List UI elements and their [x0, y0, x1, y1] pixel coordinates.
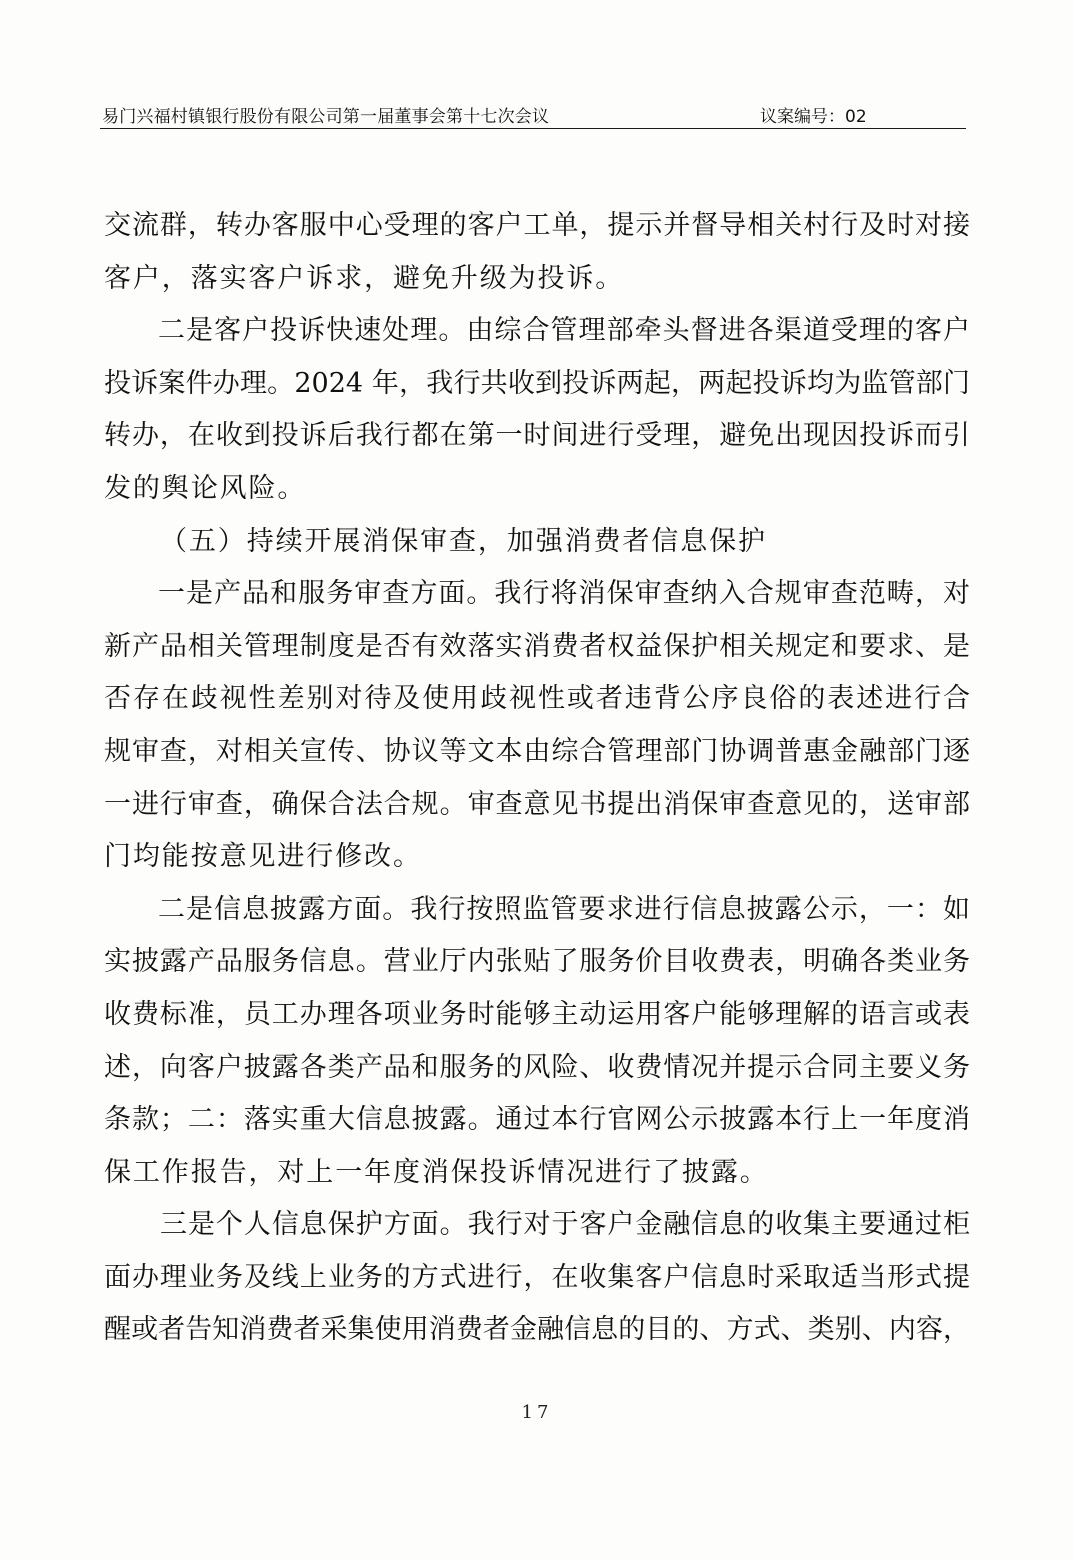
body-line: 门均能按意见进行修改。	[104, 841, 422, 873]
body-line: 新产品相关管理制度是否有效落实消费者权益保护相关规定和要求、是	[104, 630, 970, 662]
body-line: 面办理业务及线上业务的方式进行，在收集客户信息时采取适当形式提	[104, 1261, 970, 1293]
body-line: 转办，在收到投诉后我行都在第一时间进行受理，避免出现因投诉而引	[104, 420, 970, 452]
body-line: 保工作报告，对上一年度消保投诉情况进行了披露。	[104, 1156, 769, 1188]
body-line: 客户，落实客户诉求，避免升级为投诉。	[104, 262, 625, 294]
page-header	[100, 96, 966, 129]
body-line: 二是客户投诉快速处理。由综合管理部牵头督进各渠道受理的客户	[158, 315, 970, 347]
body-line: 述，向客户披露各类产品和服务的风险、收费情况并提示合同主要义务	[104, 1051, 970, 1083]
body-line: 投诉案件办理。2024 年，我行共收到投诉两起，两起投诉均为监管部门	[104, 367, 970, 399]
body-line: 收费标准，员工办理各项业务时能够主动运用客户能够理解的语言或表	[104, 998, 970, 1030]
body-line: 二是信息披露方面。我行按照监管要求进行信息披露公示，一：如	[158, 893, 970, 925]
body-text	[104, 200, 970, 1357]
body-line: 一是产品和服务审查方面。我行将消保审查纳入合规审查范畴，对	[158, 578, 970, 610]
body-line: 一进行审查，确保合法合规。审查意见书提出消保审查意见的，送审部	[104, 788, 970, 820]
meeting-title: 易门兴福村镇银行股份有限公司第一届董事会第十七次会议	[102, 107, 550, 127]
body-line: 条款；二：落实重大信息披露。通过本行官网公示披露本行上一年度消	[104, 1104, 970, 1136]
body-line: 醒或者告知消费者采集使用消费者金融信息的目的、方式、类别、内容，	[104, 1314, 970, 1346]
section-heading: （五）持续开展消保审查，加强消费者信息保护	[160, 525, 767, 557]
body-line: 否存在歧视性差别对待及使用歧视性或者违背公序良俗的表述进行合	[104, 683, 970, 715]
body-line: 三是个人信息保护方面。我行对于客户金融信息的收集主要通过柜	[160, 1209, 970, 1241]
case-number: 议案编号：02	[760, 107, 867, 127]
body-line: 发的舆论风险。	[104, 472, 307, 504]
body-line: 规审查，对相关宣传、协议等文本由综合管理部门协调普惠金融部门逐	[104, 735, 970, 767]
body-line: 交流群，转办客服中心受理的客户工单，提示并督导相关村行及时对接	[104, 210, 970, 241]
body-line: 实披露产品服务信息。营业厅内张贴了服务价目收费表，明确各类业务	[104, 946, 970, 978]
page-number: 17	[521, 1402, 553, 1423]
